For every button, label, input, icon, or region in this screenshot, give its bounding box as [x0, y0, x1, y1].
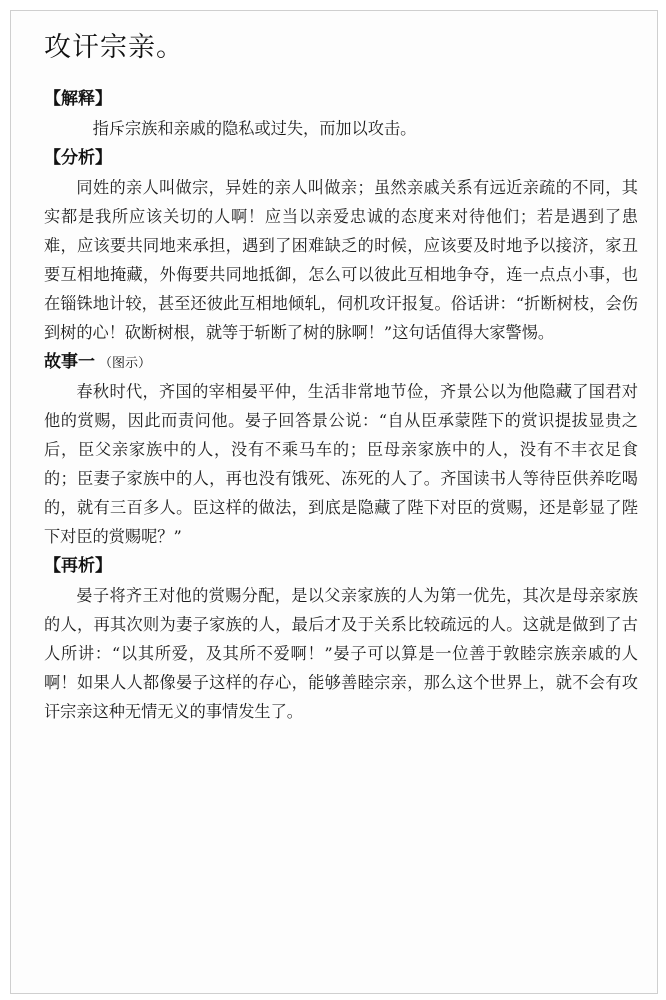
story-heading-note: （图示） — [99, 356, 152, 371]
page-title: 攻讦宗亲。 — [44, 32, 184, 63]
section-story-one — [44, 347, 638, 551]
section-heading-reanalysis: 【再析】 — [44, 556, 112, 576]
story-heading-text: 故事一 — [44, 352, 95, 372]
section-heading-analysis: 【分析】 — [44, 148, 112, 168]
section-heading-explanation: 【解释】 — [44, 89, 112, 109]
paragraph-story-one: 春秋时代，齐国的宰相晏平仲，生活非常地节俭，齐景公以为他隐藏了国君对他的赏赐，因此而责问他。晏子回答景公说：“自从臣承蒙陛下的赏识提拔显贵之后，臣父亲家族中的人，没有不乘马车的；臣母亲家族中的人，没有不丰衣足食的；臣妻子家族中的人，再也没有饿死、冻死的人了。齐国读书人等待臣供养吃喝的，就有三百多人。臣这样的做法，到底是隐藏了陛下对臣的赏赐，还是彰显了陛下对臣的赏赐呢？” — [44, 382, 638, 546]
paragraph-reanalysis: 晏子将齐王对他的赏赐分配，是以父亲家族的人为第一优先，其次是母亲家族的人，再其次则为妻子家族的人，最后才及于关系比较疏远的人。这就是做到了古人所讲：“以其所爱，及其所不爱啊！”晏子可以算是一位善于敦睦宗族亲戚的人啊！如果人人都像晏子这样的存心，能够善睦宗亲，那么这个世界上，就不会有攻讦宗亲这种无情无义的事情发生了。 — [44, 586, 638, 721]
section-explanation — [44, 84, 638, 143]
section-analysis — [44, 143, 638, 347]
section-heading-story-one — [44, 347, 638, 377]
paragraph-analysis: 同姓的亲人叫做宗，异姓的亲人叫做亲；虽然亲戚关系有远近亲疏的不同，其实都是我所应该关切的人啊！应当以亲爱忠诚的态度来对待他们；若是遇到了患难，应该要共同地来承担，遇到了困难缺乏的时候，应该要及时地予以接济，家丑要互相地掩藏，外侮要共同地抵御，怎么可以彼此互相地争夺，连一点点小事，也在锱铢地计较，甚至还彼此互相地倾轧，伺机攻讦报复。俗话讲：“折断树枝，会伤到树的心！砍断树根，就等于斩断了树的脉啊！”这句话值得大家警惕。 — [44, 178, 638, 342]
section-reanalysis — [44, 551, 638, 726]
document-body — [44, 84, 638, 726]
paragraph-explanation: 指斥宗族和亲戚的隐私或过失，而加以攻击。 — [92, 119, 417, 138]
